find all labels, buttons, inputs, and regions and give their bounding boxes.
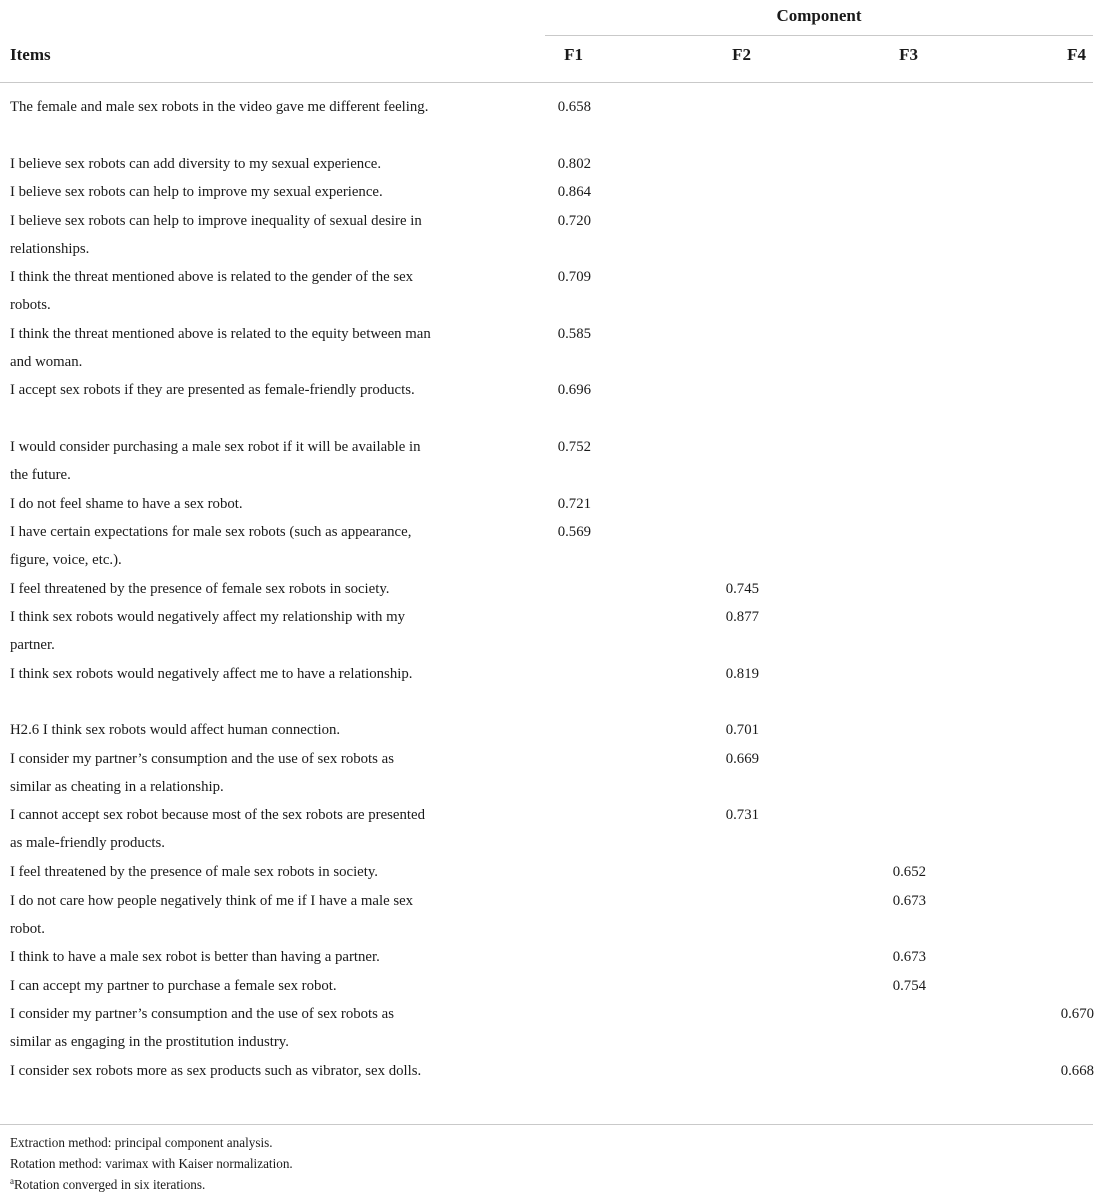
item-text: I believe sex robots can add diversity to my sexual experience.	[10, 156, 382, 172]
item-text: I have certain expectations for male sex robots (such as appearance, figure, voice, etc.).	[10, 524, 412, 569]
loading-value-f1: 0.864	[557, 184, 591, 200]
loading-value-f2: 0.819	[725, 666, 759, 682]
loading-value-f4: 0.670	[1060, 1006, 1094, 1022]
footnote-rotation: Rotation method: varimax with Kaiser normalization.	[10, 1156, 293, 1171]
loading-value-f1: 0.585	[557, 326, 591, 342]
item-text: I think the threat mentioned above is related to the gender of the sex robots.	[10, 269, 414, 314]
loading-value-f1: 0.569	[557, 524, 591, 540]
loading-value-f1: 0.709	[557, 269, 591, 285]
items-header: Items	[10, 45, 51, 64]
loading-value-f3: 0.673	[892, 893, 926, 909]
item-text: I think the threat mentioned above is related to the equity between man and woman.	[10, 326, 431, 371]
item-text: I think sex robots would negatively affect my relationship with my partner.	[10, 609, 406, 654]
loading-value-f1: 0.752	[557, 439, 591, 455]
item-text: I do not feel shame to have a sex robot.	[10, 496, 243, 512]
item-text: I consider sex robots more as sex products such as vibrator, sex dolls.	[10, 1063, 422, 1079]
f3-header: F3	[899, 45, 918, 64]
item-text: I believe sex robots can help to improve inequality of sexual desire in relationships.	[10, 213, 422, 258]
item-text: I believe sex robots can help to improve my sexual experience.	[10, 184, 383, 200]
item-text: The female and male sex robots in the video gave me different feeling.	[10, 99, 429, 115]
header-rule	[0, 82, 1093, 83]
loading-value-f2: 0.701	[725, 722, 759, 738]
item-text: I do not care how people negatively think of me if I have a male sex robot.	[10, 893, 414, 938]
footnote-converged-text: Rotation converged in six iterations.	[14, 1177, 206, 1192]
item-text: I think sex robots would negatively affect me to have a relationship.	[10, 666, 413, 682]
component-header: Component	[776, 6, 862, 25]
item-text: I can accept my partner to purchase a female sex robot.	[10, 978, 337, 994]
loading-value-f3: 0.754	[892, 978, 926, 994]
item-text: I cannot accept sex robot because most of the sex robots are presented as male-friendly products.	[10, 807, 425, 852]
item-text: H2.6 I think sex robots would affect human connection.	[10, 722, 341, 738]
footnote-extraction: Extraction method: principal component analysis.	[10, 1135, 273, 1150]
loading-value-f2: 0.745	[725, 581, 759, 597]
item-text: I accept sex robots if they are presented as female-friendly products.	[10, 382, 415, 398]
loading-value-f2: 0.731	[725, 807, 759, 823]
f4-header: F4	[1067, 45, 1086, 64]
loading-value-f1: 0.720	[557, 213, 591, 229]
component-rule	[545, 35, 1093, 36]
item-text: I consider my partner’s consumption and the use of sex robots as similar as cheating in a relationship.	[10, 751, 394, 796]
item-text: I think to have a male sex robot is better than having a partner.	[10, 949, 380, 965]
item-text: I consider my partner’s consumption and the use of sex robots as similar as engaging in the prostitution industry.	[10, 1006, 394, 1051]
footnote-marker: a	[10, 1176, 14, 1186]
loading-value-f4: 0.668	[1060, 1063, 1094, 1079]
item-text: I feel threatened by the presence of male sex robots in society.	[10, 864, 378, 880]
footer-rule	[0, 1124, 1093, 1125]
loading-value-f1: 0.696	[557, 382, 591, 398]
f2-header: F2	[732, 45, 751, 64]
loading-value-f3: 0.673	[892, 949, 926, 965]
footnote-converged	[10, 1175, 205, 1196]
loading-value-f1: 0.721	[557, 496, 591, 512]
loading-value-f3: 0.652	[892, 864, 926, 880]
item-text: I feel threatened by the presence of female sex robots in society.	[10, 581, 390, 597]
loading-value-f2: 0.877	[725, 609, 759, 625]
loading-value-f1: 0.802	[557, 156, 591, 172]
loading-value-f2: 0.669	[725, 751, 759, 767]
f1-header: F1	[564, 45, 583, 64]
item-text: I would consider purchasing a male sex robot if it will be available in the future.	[10, 439, 421, 484]
loading-value-f1: 0.658	[557, 99, 591, 115]
